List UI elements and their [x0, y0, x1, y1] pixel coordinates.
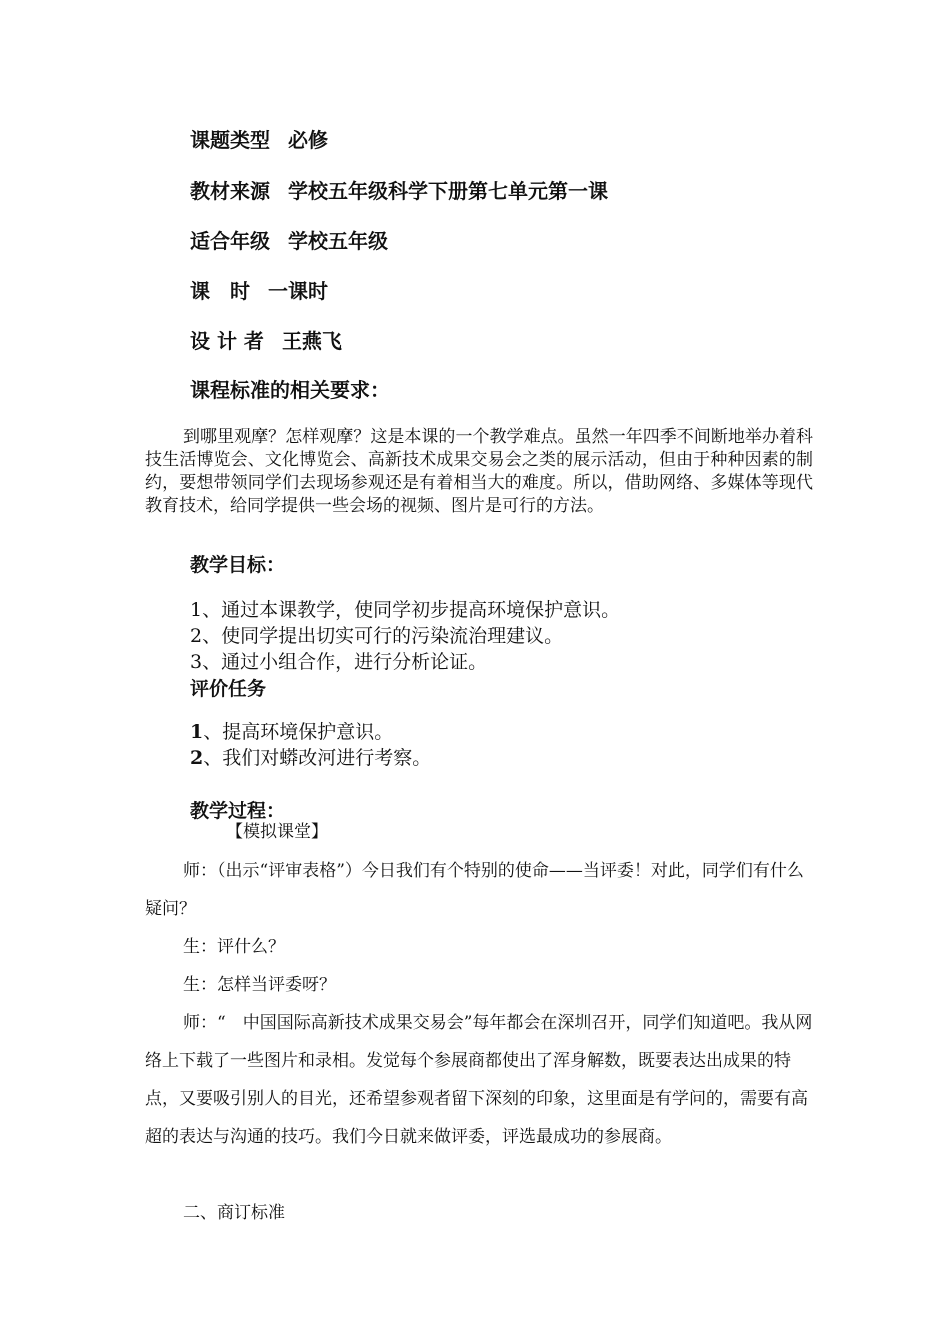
meta-value: 必修 [288, 128, 328, 152]
dialog-line-3 [145, 966, 813, 1004]
eval-item-number: 1 [190, 721, 204, 743]
goals-heading: 教学目标： [190, 554, 286, 576]
standard-paragraph [145, 426, 813, 518]
meta-row-source [190, 175, 608, 204]
eval-item [190, 719, 431, 745]
dialog-line-2 [145, 928, 813, 966]
meta-row-hours [190, 275, 328, 304]
meta-row-designer [190, 325, 342, 354]
meta-label: 课 时 [190, 279, 250, 303]
dialog-line-5 [145, 1194, 813, 1232]
standard-text: 到哪里观摩？怎样观摩？这是本课的一个教学难点。虽然一年四季不间断地举办着科技生活博览会、文化博览会、高新技术成果交易会之类的展示活动，但由于种种因素的制约，要想带领同学们去现场参观还是有着相当大的难度。所以，借助网络、多媒体等现代教育技术，给同学提供一些会场的视频、图片是可行的方法。 [145, 427, 813, 516]
meta-value: 王燕飞 [281, 329, 342, 353]
process-heading: 教学过程： [190, 800, 286, 822]
dialog-text: 生：怎样当评委呀？ [183, 975, 336, 995]
dialog-text: 生：评什么？ [183, 937, 285, 957]
dialog-text: 师：（出示“评审表格”）今日我们有个特别的使命——当评委！对此，同学们有什么疑问？ [145, 861, 804, 919]
meta-label: 设 计 者 [190, 329, 264, 353]
goal-item: 1、通过本课教学，使同学初步提高环境保护意识。 [190, 599, 621, 621]
goal-item: 2、使同学提出切实可行的污染流治理建议。 [190, 625, 564, 647]
meta-value: 一课时 [268, 279, 328, 303]
meta-label: 教材来源 [190, 179, 270, 203]
meta-value: 学校五年级科学下册第七单元第一课 [288, 179, 608, 203]
dialog-text: 二、商订标准 [183, 1203, 285, 1223]
dialog-line-4 [145, 1004, 813, 1156]
dialog-text: 师：“ 中国国际高新技术成果交易会”每年都会在深圳召开，同学们知道吧。我从网络上下载了一些图片和录相。发觉每个参展商都使出了浑身解数，既要表达出成果的特点，又要吸引别人的目光，还希望参观者留下深刻的印象，这里面是有学问的，需要有高超的表达与沟通的技巧。我们今日就来做评委，评选最成功的参展商。 [145, 1013, 813, 1147]
dialog-line-1 [145, 852, 813, 928]
process-subheading: 【模拟课堂】 [226, 822, 328, 842]
meta-row-type [190, 124, 328, 153]
meta-label: 课题类型 [190, 128, 270, 152]
goals-list [190, 597, 620, 675]
eval-item-text: 、提高环境保护意识。 [203, 721, 394, 743]
goal-item: 3、通过小组合作，进行分析论证。 [190, 651, 488, 673]
eval-item-text: 、我们对蟒改河进行考察。 [203, 747, 432, 769]
meta-label: 适合年级 [190, 229, 270, 253]
eval-item-number: 2 [190, 747, 204, 769]
meta-row-grade [190, 225, 388, 254]
standard-heading: 课程标准的相关要求： [190, 378, 390, 402]
eval-heading: 评价任务 [190, 678, 267, 700]
eval-list [190, 719, 431, 771]
eval-item [190, 745, 431, 771]
meta-value: 学校五年级 [288, 229, 388, 253]
